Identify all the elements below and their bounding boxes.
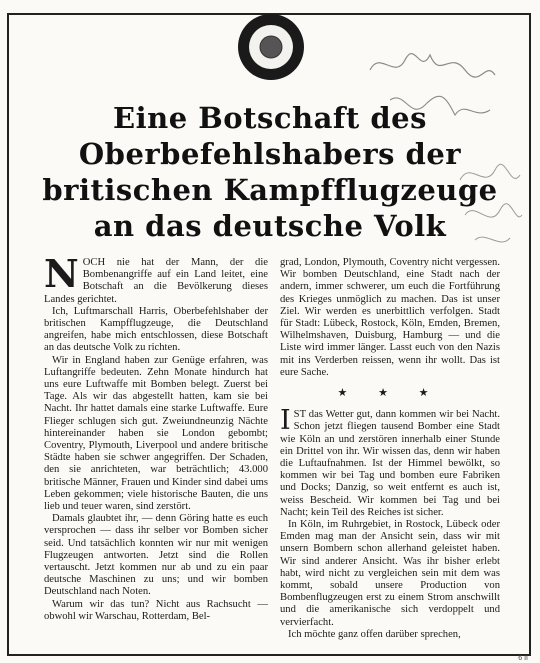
paragraph-continuation: grad, London, Plymouth, Coventry nicht vergessen. Wir bomben Deutschland, eine Stadt nach der andern, immer schwerer, um euch die Fortführung des Krieges unmöglich zu machen. Das ist unser Ziel. Wir werden es unerbittlich verfolgen. Stadt für Stadt: Lübeck, Rostock, Köln, Emden, Bremen, Wilhelmshaven, Duisburg, Hamburg — und die Liste wird immer länger. Lasst euch von den Nazis mit ins Verderben reissen, wenn ihr wollt. Das ist eure Sache. (280, 257, 500, 378)
headline-line-2: Oberbefehlshabers der (78, 137, 462, 171)
paragraph-england: Wir in England haben zur Genüge erfahren, was Luftangriffe bedeuten. Zehn Monate hindurch hat uns eure Luftwaffe mit Bomben belegt. Zuerst bei Tage. Als wir das abgestellt hatten, kam sie bei Nacht. Ihr hattet damals eine starke Luftwaffe. Eure Flieger schlugen sich gut. Zweiundneunzig Nächte hintereinander haben sie London gebombt; Coventry, Plymouth, Liverpool und andere britische Städte haben sie schwer angegriffen. Der Schaden, den sie anrichteten, war beträchtlich; 43.000 britische Männer, Frauen und Kinder sind dabei ums Leben gekommen; viele historische Bauten, die uns lieb und teuer waren, sind zerstört. (44, 354, 268, 513)
paragraph-offen: Ich möchte ganz offen darüber sprechen, (288, 628, 461, 640)
headline (20, 100, 520, 244)
paragraph-koeln: In Köln, im Ruhrgebiet, in Rostock, Lübeck oder Emden mag man der Ansicht sein, dass wir mit unsern Bombern schon allerhand geleistet haben. Wir sind anderer Ansicht. Was ihr bisher erlebt habt, wird nicht zu vergleichen sein mit dem was kommt, sobald unsere Production von Bombenflugzeugen erst zu einem Strom anschwillt und die amerikanische sich verdoppelt und vervierfacht. (280, 519, 500, 628)
paragraph-intro (44, 251, 268, 306)
paragraph-harris: Ich, Luftmarschall Harris, Oberbefehlshaber der britischen Kampfflugzeuge, die Deutschland angreifen, habe mich entschlossen, diese Botschaft an das deutsche Volk zu richten. (44, 305, 268, 354)
paragraph-weather (280, 405, 500, 519)
page-mark: 6 II (518, 655, 528, 662)
drop-cap: N (44, 251, 79, 296)
drop-cap: I (280, 405, 291, 437)
raf-roundel-icon (236, 12, 306, 82)
right-column (280, 257, 500, 641)
paragraph-goering: Damals glaubtet ihr, — denn Göring hatte es euch versprochen — dass ihr selber vor Bomben sicher seid. Und tatsächlich konnten wir nur mit wenigen Flugzeugen antworten. Jetzt sind die Rollen vertauscht. Jetzt kommen nur ab und zu ein paar deutsche Maschinen zu uns; und wir bomben Deutschland nach Noten. (44, 513, 268, 598)
headline-line-1: Eine Botschaft des (113, 101, 427, 135)
paragraph-intro-text: OCH nie hat der Mann, der die Bombenangriffe auf ein Land leitet, eine Botschaft an die Bevölkerung dieses Landes gerichtet. (44, 257, 268, 305)
headline-line-3: britischen Kampfflugzeuge (42, 173, 498, 207)
section-divider-stars: ★ ★ ★ (337, 387, 443, 400)
headline-line-4: an das deutsche Volk (93, 209, 447, 243)
paragraph-weather-text: ST das Wetter gut, dann kommen wir bei Nacht. Schon jetzt fliegen tausend Bomber eine Stadt wie Köln an und zerstören innerhalb einer Stunde ein Drittel von ihr. Wir wissen das, denn wir haben die Luftaufnahmen. Ist der Himmel bewölkt, so kommen wir bei Tag und bomben eure Fabriken und Docks; Danzig, so weit entfernt es auch ist, weiss Bescheid. Wir kommen bei Tag und bei Nacht; kein Teil des Reiches ist sicher. (280, 409, 500, 518)
paragraph-warum: Warum wir das tun? Nicht aus Rachsucht — obwohl wir Warschau, Rotterdam, Bel- (44, 598, 268, 622)
left-column (44, 251, 268, 623)
